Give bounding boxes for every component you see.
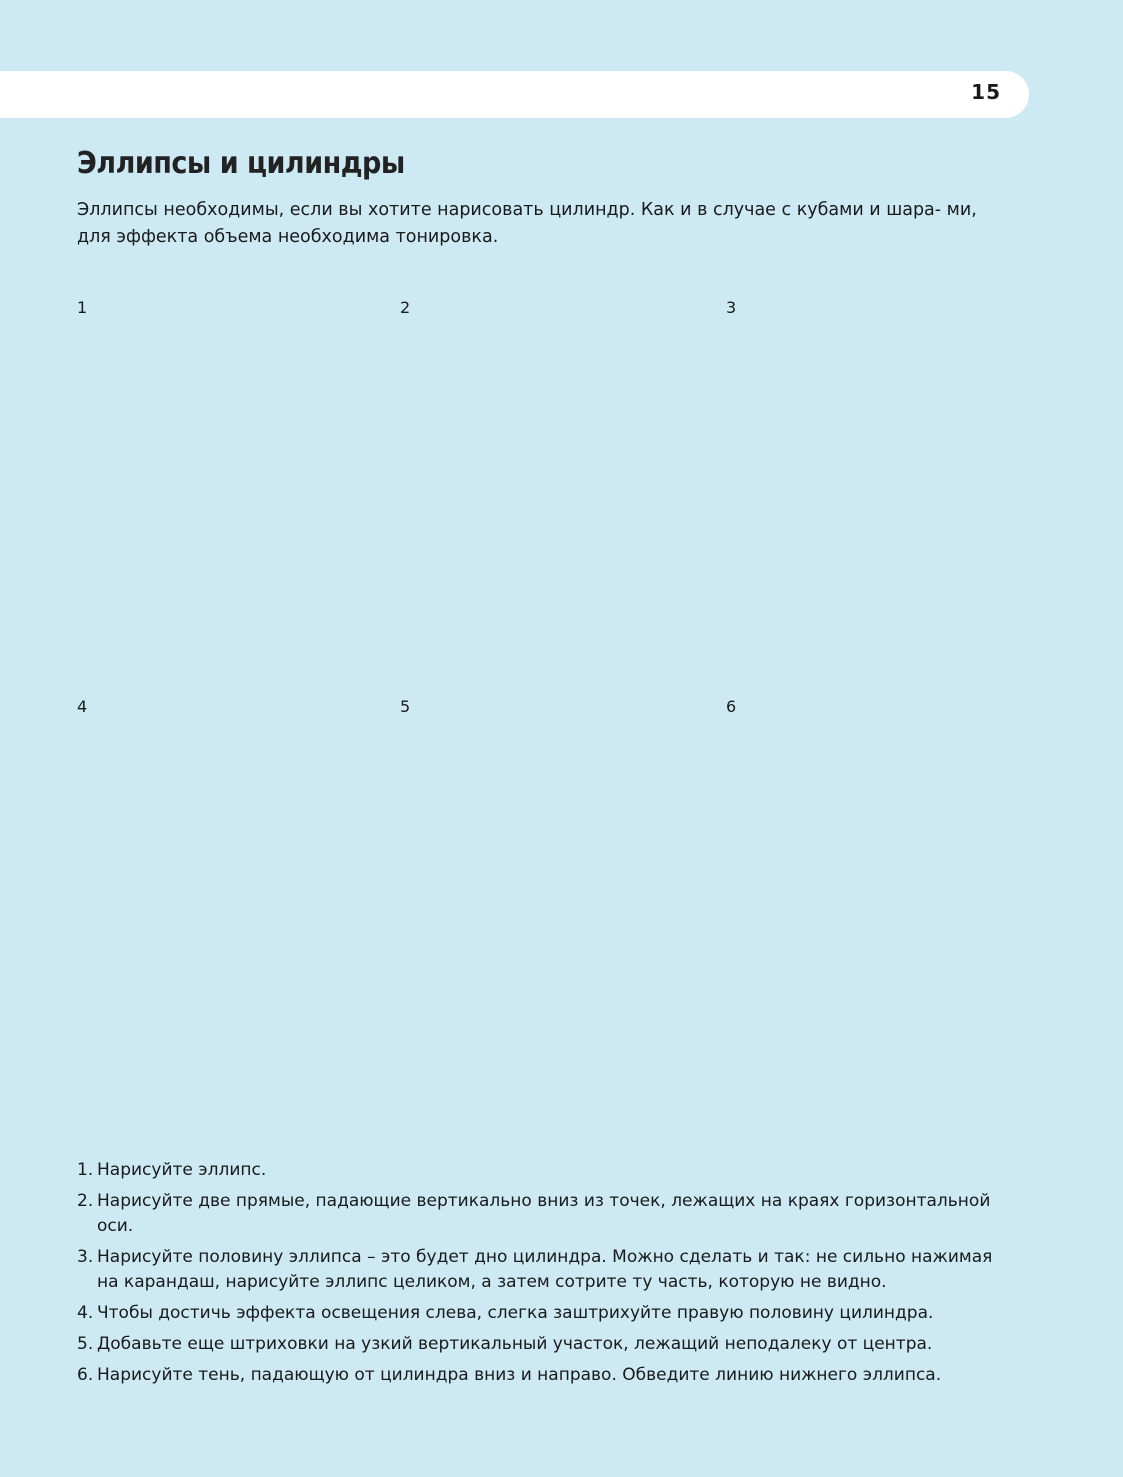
intro-paragraph: Эллипсы необходимы, если вы хотите нарисовать цилиндр. Как и в случае с кубами и шара- ми, для эффекта объема необходима тонировка. <box>77 200 977 247</box>
instruction-item <box>77 1158 1017 1183</box>
figure-slot-2 <box>400 290 700 670</box>
instruction-item <box>77 1245 1017 1295</box>
instruction-item <box>77 1363 1017 1388</box>
figure-slot-1 <box>77 290 377 670</box>
instruction-text: Нарисуйте эллипс. <box>97 1160 267 1180</box>
page-title: Эллипсы и цилиндры <box>77 146 405 181</box>
page-header-band <box>0 71 1029 118</box>
step-label-4: 4 <box>77 697 88 716</box>
instruction-text: Добавьте еще штриховки на узкий вертикальный участок, лежащий неподалеку от центра. <box>97 1334 933 1354</box>
figure-slot-3 <box>726 290 1026 670</box>
instruction-number: 1. <box>77 1160 94 1180</box>
instruction-number: 5. <box>77 1334 94 1354</box>
instruction-item <box>77 1301 1017 1326</box>
instruction-item <box>77 1332 1017 1357</box>
instruction-item <box>77 1189 1017 1239</box>
instruction-text: Чтобы достичь эффекта освещения слева, слегка заштрихуйте правую половину цилиндра. <box>97 1303 934 1323</box>
step-label-5: 5 <box>400 697 411 716</box>
page-number: 15 <box>971 80 1001 104</box>
instruction-text: Нарисуйте тень, падающую от цилиндра вниз и направо. Обведите линию нижнего эллипса. <box>97 1365 942 1385</box>
instruction-text: Нарисуйте две прямые, падающие вертикально вниз из точек, лежащих на краях горизонтальной оси. <box>97 1191 991 1236</box>
figure-slot-4 <box>77 690 377 1130</box>
step-label-6: 6 <box>726 697 737 716</box>
instruction-text: Нарисуйте половину эллипса – это будет дно цилиндра. Можно сделать и так: не сильно нажимая на карандаш, нарисуйте эллипс целиком, а затем сотрите ту часть, которую не видно. <box>97 1247 993 1292</box>
step-label-3: 3 <box>726 298 737 317</box>
figure-slot-5 <box>400 690 700 1130</box>
instruction-number: 2. <box>77 1191 94 1211</box>
step-label-2: 2 <box>400 298 411 317</box>
instructions-list <box>77 1158 1017 1394</box>
step-label-1: 1 <box>77 298 88 317</box>
instruction-number: 6. <box>77 1365 94 1385</box>
instruction-number: 3. <box>77 1247 94 1267</box>
instruction-number: 4. <box>77 1303 94 1323</box>
figure-slot-6 <box>726 690 1026 1130</box>
